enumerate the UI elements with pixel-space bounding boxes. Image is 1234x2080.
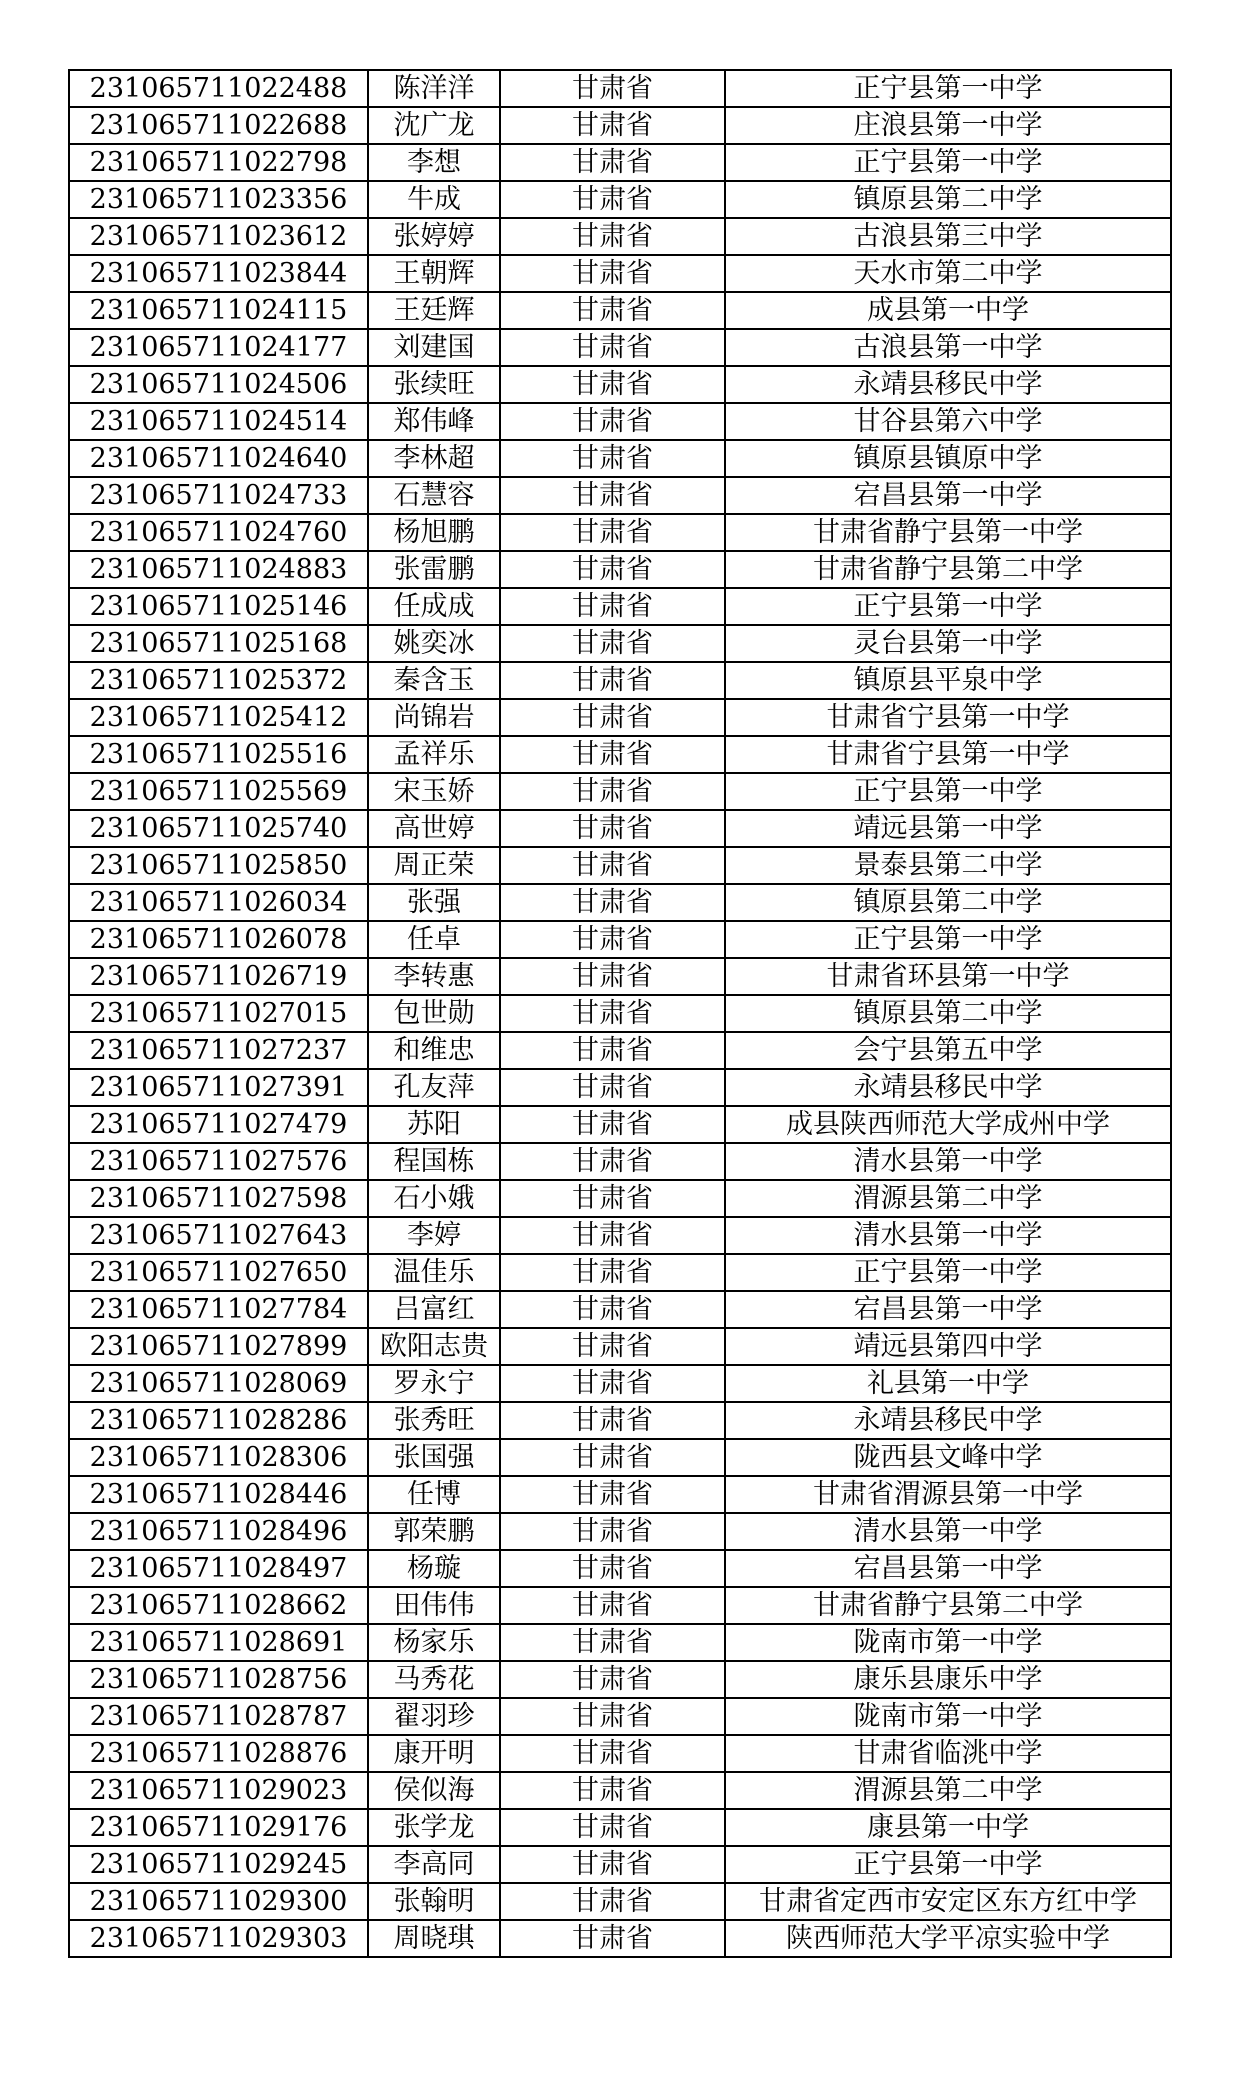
table-row [69,1550,1171,1587]
student-name-cell: 牛成 [368,181,500,218]
student-name-cell: 张强 [368,884,500,921]
student-name-cell: 吕富红 [368,1291,500,1328]
student-name-cell: 张秀旺 [368,1402,500,1439]
province-cell: 甘肃省 [500,1735,725,1772]
table-row [69,773,1171,810]
school-cell: 镇原县第二中学 [725,884,1171,921]
table-row [69,995,1171,1032]
table-row [69,218,1171,255]
candidate-id-cell: 231065711025740 [69,810,368,847]
province-cell: 甘肃省 [500,810,725,847]
province-cell: 甘肃省 [500,181,725,218]
candidate-id-cell: 231065711027899 [69,1328,368,1365]
student-name-cell: 刘建国 [368,329,500,366]
province-cell: 甘肃省 [500,1254,725,1291]
province-cell: 甘肃省 [500,1180,725,1217]
school-cell: 正宁县第一中学 [725,1846,1171,1883]
province-cell: 甘肃省 [500,366,725,403]
table-row [69,958,1171,995]
school-cell: 庄浪县第一中学 [725,107,1171,144]
student-name-cell: 周正荣 [368,847,500,884]
table-row [69,551,1171,588]
candidate-id-cell: 231065711028662 [69,1587,368,1624]
table-row [69,1476,1171,1513]
candidate-id-cell: 231065711025516 [69,736,368,773]
student-name-cell: 高世婷 [368,810,500,847]
student-name-cell: 张国强 [368,1439,500,1476]
student-name-cell: 沈广龙 [368,107,500,144]
candidate-id-cell: 231065711028069 [69,1365,368,1402]
school-cell: 正宁县第一中学 [725,1254,1171,1291]
candidate-id-cell: 231065711025850 [69,847,368,884]
candidate-id-cell: 231065711028756 [69,1661,368,1698]
candidate-id-cell: 231065711026078 [69,921,368,958]
student-name-cell: 张学龙 [368,1809,500,1846]
school-cell: 康县第一中学 [725,1809,1171,1846]
province-cell: 甘肃省 [500,1032,725,1069]
candidate-id-cell: 231065711029300 [69,1883,368,1920]
province-cell: 甘肃省 [500,1217,725,1254]
table-row [69,1698,1171,1735]
student-name-cell: 张续旺 [368,366,500,403]
table-row [69,70,1171,107]
candidate-id-cell: 231065711024760 [69,514,368,551]
province-cell: 甘肃省 [500,329,725,366]
student-name-cell: 周晓琪 [368,1920,500,1957]
school-cell: 渭源县第二中学 [725,1180,1171,1217]
school-cell: 礼县第一中学 [725,1365,1171,1402]
school-cell: 宕昌县第一中学 [725,1550,1171,1587]
province-cell: 甘肃省 [500,1624,725,1661]
province-cell: 甘肃省 [500,1772,725,1809]
candidate-id-cell: 231065711027650 [69,1254,368,1291]
student-name-cell: 任卓 [368,921,500,958]
student-name-cell: 宋玉娇 [368,773,500,810]
province-cell: 甘肃省 [500,736,725,773]
table-row [69,1809,1171,1846]
province-cell: 甘肃省 [500,773,725,810]
table-row [69,1624,1171,1661]
table-row [69,440,1171,477]
table-row [69,1106,1171,1143]
table-row [69,1587,1171,1624]
school-cell: 宕昌县第一中学 [725,1291,1171,1328]
candidate-id-cell: 231065711027643 [69,1217,368,1254]
candidate-id-cell: 231065711029176 [69,1809,368,1846]
school-cell: 永靖县移民中学 [725,1069,1171,1106]
school-cell: 镇原县平泉中学 [725,662,1171,699]
school-cell: 甘肃省静宁县第二中学 [725,551,1171,588]
table-row [69,1291,1171,1328]
candidate-id-cell: 231065711027479 [69,1106,368,1143]
candidate-id-cell: 231065711028787 [69,1698,368,1735]
student-name-cell: 陈洋洋 [368,70,500,107]
table-row [69,1402,1171,1439]
table-row [69,884,1171,921]
table-row [69,477,1171,514]
school-cell: 清水县第一中学 [725,1513,1171,1550]
candidate-id-cell: 231065711022688 [69,107,368,144]
candidate-id-cell: 231065711025412 [69,699,368,736]
school-cell: 清水县第一中学 [725,1143,1171,1180]
candidate-id-cell: 231065711027784 [69,1291,368,1328]
province-cell: 甘肃省 [500,1106,725,1143]
student-name-cell: 姚奕冰 [368,625,500,662]
school-cell: 成县第一中学 [725,292,1171,329]
table-row [69,1143,1171,1180]
candidate-id-cell: 231065711023844 [69,255,368,292]
table-row [69,588,1171,625]
student-name-cell: 李高同 [368,1846,500,1883]
table-row [69,1513,1171,1550]
province-cell: 甘肃省 [500,1846,725,1883]
table-row [69,1254,1171,1291]
table-row [69,921,1171,958]
student-name-cell: 和维忠 [368,1032,500,1069]
table-row [69,1069,1171,1106]
province-cell: 甘肃省 [500,662,725,699]
province-cell: 甘肃省 [500,588,725,625]
province-cell: 甘肃省 [500,477,725,514]
table-row [69,1735,1171,1772]
school-cell: 清水县第一中学 [725,1217,1171,1254]
candidate-id-cell: 231065711022488 [69,70,368,107]
school-cell: 甘肃省临洮中学 [725,1735,1171,1772]
province-cell: 甘肃省 [500,1402,725,1439]
school-cell: 甘肃省宁县第一中学 [725,699,1171,736]
school-cell: 甘肃省静宁县第一中学 [725,514,1171,551]
table-row [69,181,1171,218]
student-name-cell: 杨旭鹏 [368,514,500,551]
candidate-id-cell: 231065711022798 [69,144,368,181]
candidate-id-cell: 231065711029245 [69,1846,368,1883]
table-row [69,625,1171,662]
province-cell: 甘肃省 [500,440,725,477]
candidate-id-cell: 231065711025372 [69,662,368,699]
school-cell: 会宁县第五中学 [725,1032,1171,1069]
student-name-cell: 任博 [368,1476,500,1513]
province-cell: 甘肃省 [500,1661,725,1698]
candidate-id-cell: 231065711027598 [69,1180,368,1217]
table-row [69,699,1171,736]
student-name-cell: 张翰明 [368,1883,500,1920]
table-row [69,1032,1171,1069]
school-cell: 正宁县第一中学 [725,921,1171,958]
candidate-id-cell: 231065711028446 [69,1476,368,1513]
candidate-id-cell: 231065711028497 [69,1550,368,1587]
school-cell: 景泰县第二中学 [725,847,1171,884]
school-cell: 正宁县第一中学 [725,773,1171,810]
student-name-cell: 石慧容 [368,477,500,514]
student-name-cell: 郑伟峰 [368,403,500,440]
table-row [69,107,1171,144]
school-cell: 甘肃省定西市安定区东方红中学 [725,1883,1171,1920]
candidate-id-cell: 231065711024514 [69,403,368,440]
candidate-id-cell: 231065711025569 [69,773,368,810]
province-cell: 甘肃省 [500,1365,725,1402]
table-row [69,329,1171,366]
candidate-id-cell: 231065711028876 [69,1735,368,1772]
province-cell: 甘肃省 [500,995,725,1032]
student-name-cell: 秦含玉 [368,662,500,699]
table-row [69,514,1171,551]
province-cell: 甘肃省 [500,1513,725,1550]
province-cell: 甘肃省 [500,70,725,107]
student-name-cell: 王廷辉 [368,292,500,329]
student-name-cell: 马秀花 [368,1661,500,1698]
student-name-cell: 田伟伟 [368,1587,500,1624]
school-cell: 镇原县第二中学 [725,995,1171,1032]
school-cell: 镇原县第二中学 [725,181,1171,218]
student-name-cell: 孔友萍 [368,1069,500,1106]
province-cell: 甘肃省 [500,847,725,884]
province-cell: 甘肃省 [500,292,725,329]
candidate-id-cell: 231065711024640 [69,440,368,477]
table-row [69,736,1171,773]
school-cell: 渭源县第二中学 [725,1772,1171,1809]
school-cell: 靖远县第四中学 [725,1328,1171,1365]
school-cell: 永靖县移民中学 [725,366,1171,403]
table-row [69,255,1171,292]
province-cell: 甘肃省 [500,958,725,995]
school-cell: 陇西县文峰中学 [725,1439,1171,1476]
school-cell: 甘肃省渭源县第一中学 [725,1476,1171,1513]
candidate-id-cell: 231065711028306 [69,1439,368,1476]
province-cell: 甘肃省 [500,1291,725,1328]
school-cell: 古浪县第一中学 [725,329,1171,366]
school-cell: 陇南市第一中学 [725,1624,1171,1661]
student-name-cell: 任成成 [368,588,500,625]
province-cell: 甘肃省 [500,1698,725,1735]
candidate-id-cell: 231065711026034 [69,884,368,921]
table-row [69,1365,1171,1402]
candidate-id-cell: 231065711025168 [69,625,368,662]
candidate-id-cell: 231065711024883 [69,551,368,588]
school-cell: 宕昌县第一中学 [725,477,1171,514]
province-cell: 甘肃省 [500,1920,725,1957]
student-name-cell: 侯似海 [368,1772,500,1809]
table-row [69,847,1171,884]
province-cell: 甘肃省 [500,1069,725,1106]
candidate-id-cell: 231065711024177 [69,329,368,366]
table-row [69,1883,1171,1920]
school-cell: 甘肃省宁县第一中学 [725,736,1171,773]
school-cell: 正宁县第一中学 [725,70,1171,107]
school-cell: 康乐县康乐中学 [725,1661,1171,1698]
candidate-id-cell: 231065711029023 [69,1772,368,1809]
student-name-cell: 孟祥乐 [368,736,500,773]
school-cell: 陕西师范大学平凉实验中学 [725,1920,1171,1957]
province-cell: 甘肃省 [500,1328,725,1365]
candidate-id-cell: 231065711028286 [69,1402,368,1439]
table-row [69,403,1171,440]
candidate-id-cell: 231065711024115 [69,292,368,329]
candidate-id-cell: 231065711028691 [69,1624,368,1661]
candidate-id-cell: 231065711027391 [69,1069,368,1106]
student-name-cell: 欧阳志贵 [368,1328,500,1365]
student-name-cell: 李婷 [368,1217,500,1254]
roster-table [68,69,1172,1958]
candidate-id-cell: 231065711027015 [69,995,368,1032]
table-row [69,1217,1171,1254]
province-cell: 甘肃省 [500,699,725,736]
candidate-id-cell: 231065711023356 [69,181,368,218]
student-name-cell: 苏阳 [368,1106,500,1143]
school-cell: 镇原县镇原中学 [725,440,1171,477]
school-cell: 甘肃省静宁县第二中学 [725,1587,1171,1624]
table-row [69,1846,1171,1883]
table-row [69,1661,1171,1698]
school-cell: 甘谷县第六中学 [725,403,1171,440]
candidate-id-cell: 231065711029303 [69,1920,368,1957]
school-cell: 甘肃省环县第一中学 [725,958,1171,995]
student-name-cell: 罗永宁 [368,1365,500,1402]
table-row [69,1439,1171,1476]
student-name-cell: 温佳乐 [368,1254,500,1291]
province-cell: 甘肃省 [500,1587,725,1624]
candidate-id-cell: 231065711028496 [69,1513,368,1550]
province-cell: 甘肃省 [500,1809,725,1846]
student-name-cell: 包世勋 [368,995,500,1032]
candidate-id-cell: 231065711027237 [69,1032,368,1069]
province-cell: 甘肃省 [500,625,725,662]
table-row [69,292,1171,329]
province-cell: 甘肃省 [500,1476,725,1513]
school-cell: 正宁县第一中学 [725,144,1171,181]
table-row [69,1772,1171,1809]
school-cell: 灵台县第一中学 [725,625,1171,662]
student-name-cell: 李想 [368,144,500,181]
student-name-cell: 石小娥 [368,1180,500,1217]
student-name-cell: 康开明 [368,1735,500,1772]
province-cell: 甘肃省 [500,551,725,588]
student-name-cell: 郭荣鹏 [368,1513,500,1550]
province-cell: 甘肃省 [500,1550,725,1587]
student-name-cell: 程国栋 [368,1143,500,1180]
student-name-cell: 杨璇 [368,1550,500,1587]
table-row [69,366,1171,403]
school-cell: 古浪县第三中学 [725,218,1171,255]
student-name-cell: 李转惠 [368,958,500,995]
province-cell: 甘肃省 [500,1439,725,1476]
candidate-id-cell: 231065711024733 [69,477,368,514]
student-name-cell: 王朝辉 [368,255,500,292]
candidate-id-cell: 231065711026719 [69,958,368,995]
table-row [69,1328,1171,1365]
student-name-cell: 尚锦岩 [368,699,500,736]
student-name-cell: 翟羽珍 [368,1698,500,1735]
table-row [69,1920,1171,1957]
candidate-id-cell: 231065711023612 [69,218,368,255]
candidate-id-cell: 231065711027576 [69,1143,368,1180]
province-cell: 甘肃省 [500,403,725,440]
province-cell: 甘肃省 [500,884,725,921]
province-cell: 甘肃省 [500,921,725,958]
candidate-id-cell: 231065711025146 [69,588,368,625]
table-row [69,144,1171,181]
province-cell: 甘肃省 [500,218,725,255]
school-cell: 永靖县移民中学 [725,1402,1171,1439]
province-cell: 甘肃省 [500,144,725,181]
province-cell: 甘肃省 [500,514,725,551]
province-cell: 甘肃省 [500,107,725,144]
province-cell: 甘肃省 [500,1883,725,1920]
province-cell: 甘肃省 [500,1143,725,1180]
school-cell: 靖远县第一中学 [725,810,1171,847]
province-cell: 甘肃省 [500,255,725,292]
student-name-cell: 张婷婷 [368,218,500,255]
student-name-cell: 张雷鹏 [368,551,500,588]
student-name-cell: 李林超 [368,440,500,477]
roster-body [69,70,1171,1957]
school-cell: 正宁县第一中学 [725,588,1171,625]
candidate-id-cell: 231065711024506 [69,366,368,403]
school-cell: 天水市第二中学 [725,255,1171,292]
school-cell: 陇南市第一中学 [725,1698,1171,1735]
student-name-cell: 杨家乐 [368,1624,500,1661]
school-cell: 成县陕西师范大学成州中学 [725,1106,1171,1143]
table-row [69,810,1171,847]
table-row [69,1180,1171,1217]
table-row [69,662,1171,699]
